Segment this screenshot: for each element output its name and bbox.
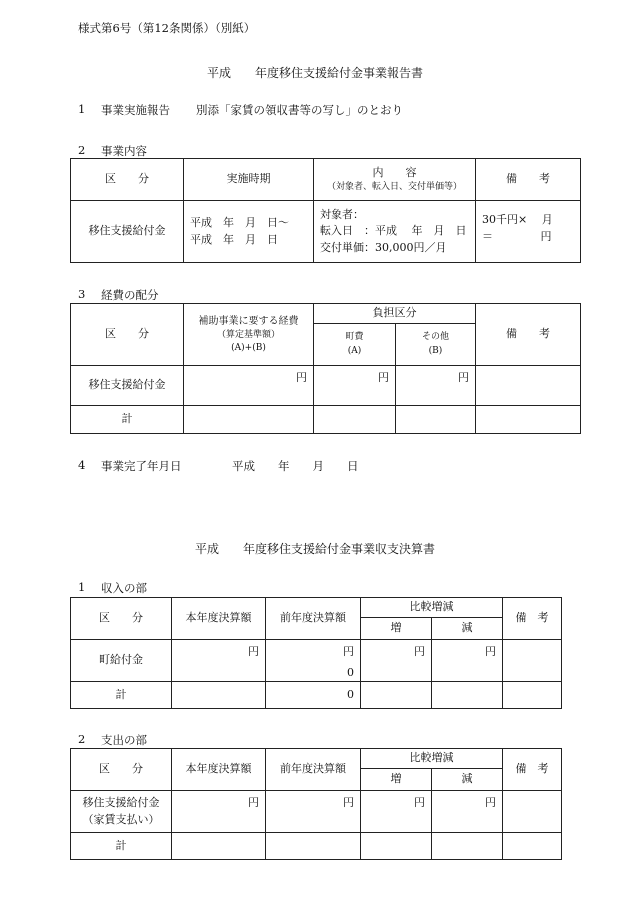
section3-label: 経費の配分 — [101, 288, 159, 302]
header-subsidy — [184, 304, 314, 366]
row-decrease: 円 — [432, 791, 503, 833]
row-previous — [266, 640, 361, 682]
section1-label: 事業実施報告 — [101, 103, 170, 117]
row-current: 円 — [172, 791, 266, 833]
header-kubun: 区 分 — [71, 598, 172, 640]
header-town — [314, 324, 396, 366]
row-subsidy: 円 — [184, 366, 314, 406]
row-current: 円 — [172, 640, 266, 682]
total-decrease — [432, 833, 503, 860]
expense-table — [70, 748, 562, 860]
total-increase — [361, 833, 432, 860]
section2-number: 2 — [78, 143, 86, 157]
total-subsidy — [184, 406, 314, 434]
expense-allocation-table — [70, 303, 581, 434]
period-line1: 平成 年 月 日〜 — [190, 216, 289, 229]
remarks-line1: 30千円× 月 — [482, 213, 553, 226]
header-content — [314, 159, 476, 201]
row-town: 円 — [314, 366, 396, 406]
header-kubun: 区 分 — [71, 159, 184, 201]
total-previous — [266, 833, 361, 860]
period-line2: 平成 年 月 日 — [190, 232, 278, 246]
town-label: 町費 — [345, 332, 364, 342]
total-remarks — [476, 406, 581, 434]
header-increase: 増 — [361, 618, 432, 640]
header-remarks: 備 考 — [503, 749, 562, 791]
row-previous: 円 — [266, 791, 361, 833]
content-line1: 対象者： — [320, 207, 364, 221]
header-decrease: 減 — [432, 769, 503, 791]
expense-label: 支出の部 — [101, 733, 147, 747]
section1-text: 別添「家賃の領収書等の写し」のとおり — [196, 103, 403, 117]
form-number: 様式第6号（第12条関係）（別紙） — [78, 21, 256, 35]
row-name-line1: 移住支援給付金 — [82, 796, 160, 809]
section4-text: 平成 年 月 日 — [232, 459, 359, 473]
total-town — [314, 406, 396, 434]
report-title: 平成 年度移住支援給付金事業報告書 — [206, 66, 423, 80]
header-current: 本年度決算額 — [172, 749, 266, 791]
header-other — [396, 324, 476, 366]
section4-number: 4 — [78, 458, 86, 472]
row-name — [71, 791, 172, 833]
header-compare: 比較増減 — [361, 749, 503, 769]
content-line3: 交付単価：30,000円／月 — [320, 240, 447, 254]
income-table — [70, 597, 562, 709]
header-increase: 増 — [361, 769, 432, 791]
row-previous-unit: 円 — [343, 645, 354, 658]
section4-label: 事業完了年月日 — [101, 459, 182, 473]
header-current: 本年度決算額 — [172, 598, 266, 640]
subsidy-line1: 補助事業に要する経費 — [198, 315, 299, 327]
income-label: 収入の部 — [101, 581, 147, 595]
row-name: 町給付金 — [71, 640, 172, 682]
content-line2: 転入日 ：平成 年 月 日 — [320, 224, 467, 238]
header-remarks: 備 考 — [476, 159, 581, 201]
remarks-line2: ＝ 円 — [482, 229, 552, 243]
header-content-title: 内 容 — [372, 165, 417, 179]
total-name: 計 — [71, 406, 184, 434]
header-remarks: 備 考 — [503, 598, 562, 640]
row-increase: 円 — [361, 640, 432, 682]
row-name: 移住支援給付金 — [71, 201, 184, 263]
subsidy-line3: (A)+(B) — [231, 343, 266, 353]
total-remarks — [503, 682, 562, 709]
other-label: その他 — [421, 332, 449, 342]
total-current — [172, 682, 266, 709]
business-content-table — [70, 158, 581, 263]
row-remarks — [476, 366, 581, 406]
row-remarks — [476, 201, 581, 263]
header-remarks: 備 考 — [476, 304, 581, 366]
total-previous: 0 — [266, 682, 361, 709]
town-code: (A) — [347, 345, 362, 356]
header-burden: 負担区分 — [314, 304, 476, 324]
header-compare: 比較増減 — [361, 598, 503, 618]
total-other — [396, 406, 476, 434]
settlement-title: 平成 年度移住支援給付金事業収支決算書 — [194, 542, 435, 556]
section1-number: 1 — [78, 102, 86, 116]
row-content — [314, 201, 476, 263]
header-previous: 前年度決算額 — [266, 598, 361, 640]
row-previous-value: 0 — [347, 665, 354, 679]
header-period: 実施時期 — [184, 159, 314, 201]
total-name: 計 — [71, 682, 172, 709]
row-period — [184, 201, 314, 263]
row-remarks — [503, 791, 562, 833]
total-decrease — [432, 682, 503, 709]
row-decrease: 円 — [432, 640, 503, 682]
row-name: 移住支援給付金 — [71, 366, 184, 406]
total-increase — [361, 682, 432, 709]
header-decrease: 減 — [432, 618, 503, 640]
header-previous: 前年度決算額 — [266, 749, 361, 791]
header-kubun: 区 分 — [71, 749, 172, 791]
total-current — [172, 833, 266, 860]
header-content-sub: （対象者、転入日、交付単価等） — [326, 182, 462, 192]
total-name: 計 — [71, 833, 172, 860]
section3-number: 3 — [78, 287, 86, 301]
row-increase: 円 — [361, 791, 432, 833]
row-name-line2: （家賃支払い） — [82, 812, 160, 826]
total-remarks — [503, 833, 562, 860]
subsidy-line2: （算定基準額） — [216, 329, 280, 340]
row-other: 円 — [396, 366, 476, 406]
other-code: (B) — [428, 345, 443, 356]
section2-label: 事業内容 — [101, 144, 147, 158]
income-number: 1 — [78, 580, 86, 594]
row-remarks — [503, 640, 562, 682]
expense-number: 2 — [78, 732, 86, 746]
header-kubun: 区 分 — [71, 304, 184, 366]
